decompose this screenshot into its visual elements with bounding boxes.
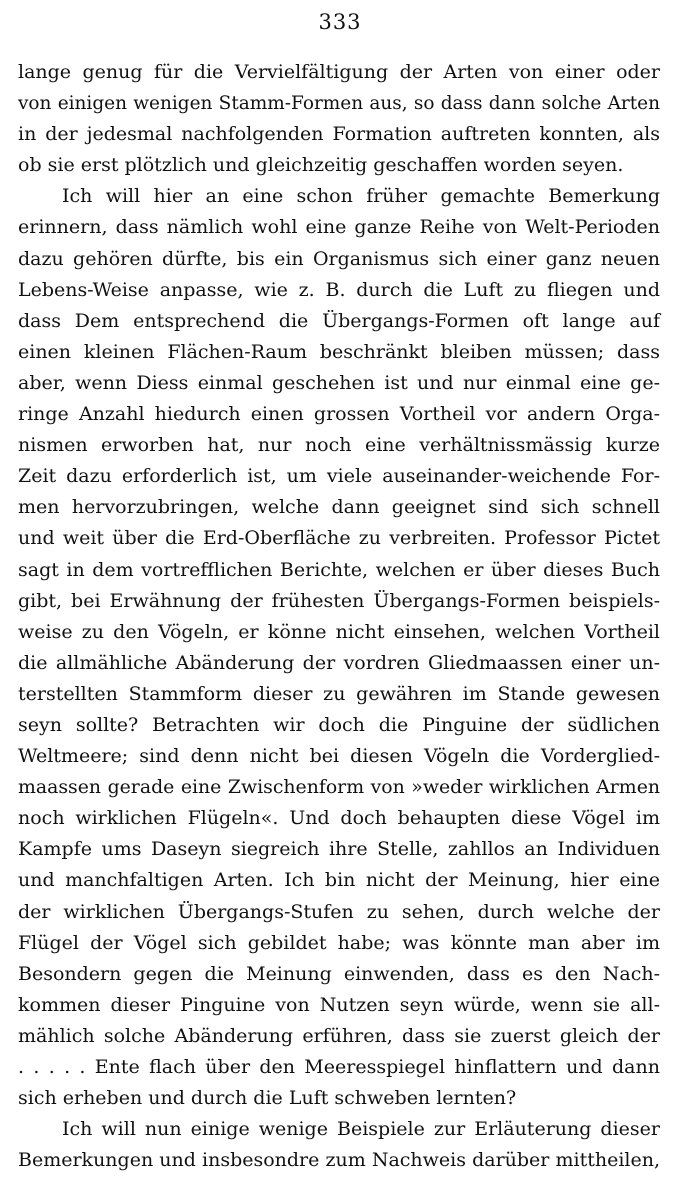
body-text: [18, 57, 660, 1176]
text-line: men hervorzubringen, welche dann geeignet sind sich schnell: [18, 496, 660, 519]
text-line: die allmähliche Abänderung der vordren Gliedmaassen einer un-: [18, 651, 660, 674]
text-line: der wirklichen Übergangs-Stufen zu sehen, durch welche der: [18, 900, 660, 923]
text-line: seyn sollte? Betrachten wir doch die Pinguine der südlichen: [18, 713, 660, 736]
text-line: Kampfe ums Daseyn siegreich ihre Stelle, zahllos an Individuen: [18, 838, 660, 861]
text-line: noch wirklichen Flügeln«. Und doch behaupten diese Vögel im: [18, 807, 660, 830]
text-line: aber, wenn Diess einmal geschehen ist und nur einmal eine ge-: [18, 371, 660, 394]
text-line: . . . . . Ente flach über den Meeresspiegel hinflattern und dann: [18, 1056, 660, 1078]
text-line: nismen erworben hat, nur noch eine verhältnissmässig kurze: [18, 434, 660, 457]
text-line: ob sie erst plötzlich und gleichzeitig geschaffen worden seyen.: [18, 154, 624, 177]
text-line: Ich will nun einige wenige Beispiele zur Erläuterung dieser: [62, 1118, 660, 1141]
text-line: Weltmeere; sind denn nicht bei diesen Vögeln die Vorderglied-: [18, 745, 660, 768]
text-line: und manchfaltigen Arten. Ich bin nicht der Meinung, hier eine: [18, 869, 660, 892]
text-line: und weit über die Erd-Oberfläche zu verbreiten. Professor Pictet: [18, 527, 660, 550]
text-line: Bemerkungen und insbesondre zum Nachweis darüber mittheilen,: [18, 1149, 660, 1172]
text-line: terstellten Stammform dieser zu gewähren im Stande gewesen: [18, 682, 660, 705]
text-line: Besondern gegen die Meinung einwenden, dass es den Nach-: [18, 962, 660, 985]
text-line: weise zu den Vögeln, er könne nicht einsehen, welchen Vortheil: [18, 620, 660, 643]
text-line: gibt, bei Erwähnung der frühesten Übergangs-Formen beispiels-: [18, 589, 660, 612]
text-line: sich erheben und durch die Luft schweben lernten?: [18, 1087, 517, 1110]
text-line: mählich solche Abänderung erführen, dass sie zuerst gleich der: [18, 1024, 660, 1047]
text-line: in der jedesmal nachfolgenden Formation auftreten konnten, als: [18, 123, 660, 146]
text-line: erinnern, dass nämlich wohl eine ganze Reihe von Welt-Perioden: [18, 216, 660, 239]
text-line: kommen dieser Pinguine von Nutzen seyn würde, wenn sie all-: [18, 993, 660, 1016]
page-number: 333: [318, 10, 362, 34]
text-line: Lebens-Weise anpasse, wie z. B. durch die Luft zu fliegen und: [18, 278, 660, 301]
text-line: Flügel der Vögel sich gebildet habe; was könnte man aber im: [18, 931, 660, 954]
text-line: maassen gerade eine Zwischenform von »weder wirklichen Armen: [18, 776, 660, 799]
text-line: dass Dem entsprechend die Übergangs-Formen oft lange auf: [18, 309, 660, 332]
text-line: lange genug für die Vervielfältigung der Arten von einer oder: [18, 61, 660, 83]
text-line: von einigen wenigen Stamm-Formen aus, so dass dann solche Arten: [18, 93, 660, 115]
text-line: sagt in dem vortrefflichen Berichte, welchen er über dieses Buch: [18, 558, 660, 581]
text-line: einen kleinen Flächen-Raum beschränkt bleiben müssen; dass: [18, 340, 660, 363]
text-line: ringe Anzahl hiedurch einen grossen Vortheil vor andern Orga-: [18, 403, 660, 426]
text-line: Zeit dazu erforderlich ist, um viele auseinander-weichende For-: [18, 465, 660, 488]
text-line: dazu gehören dürfte, bis ein Organismus sich einer ganz neuen: [18, 247, 660, 270]
text-line: Ich will hier an eine schon früher gemachte Bemerkung: [62, 185, 660, 208]
